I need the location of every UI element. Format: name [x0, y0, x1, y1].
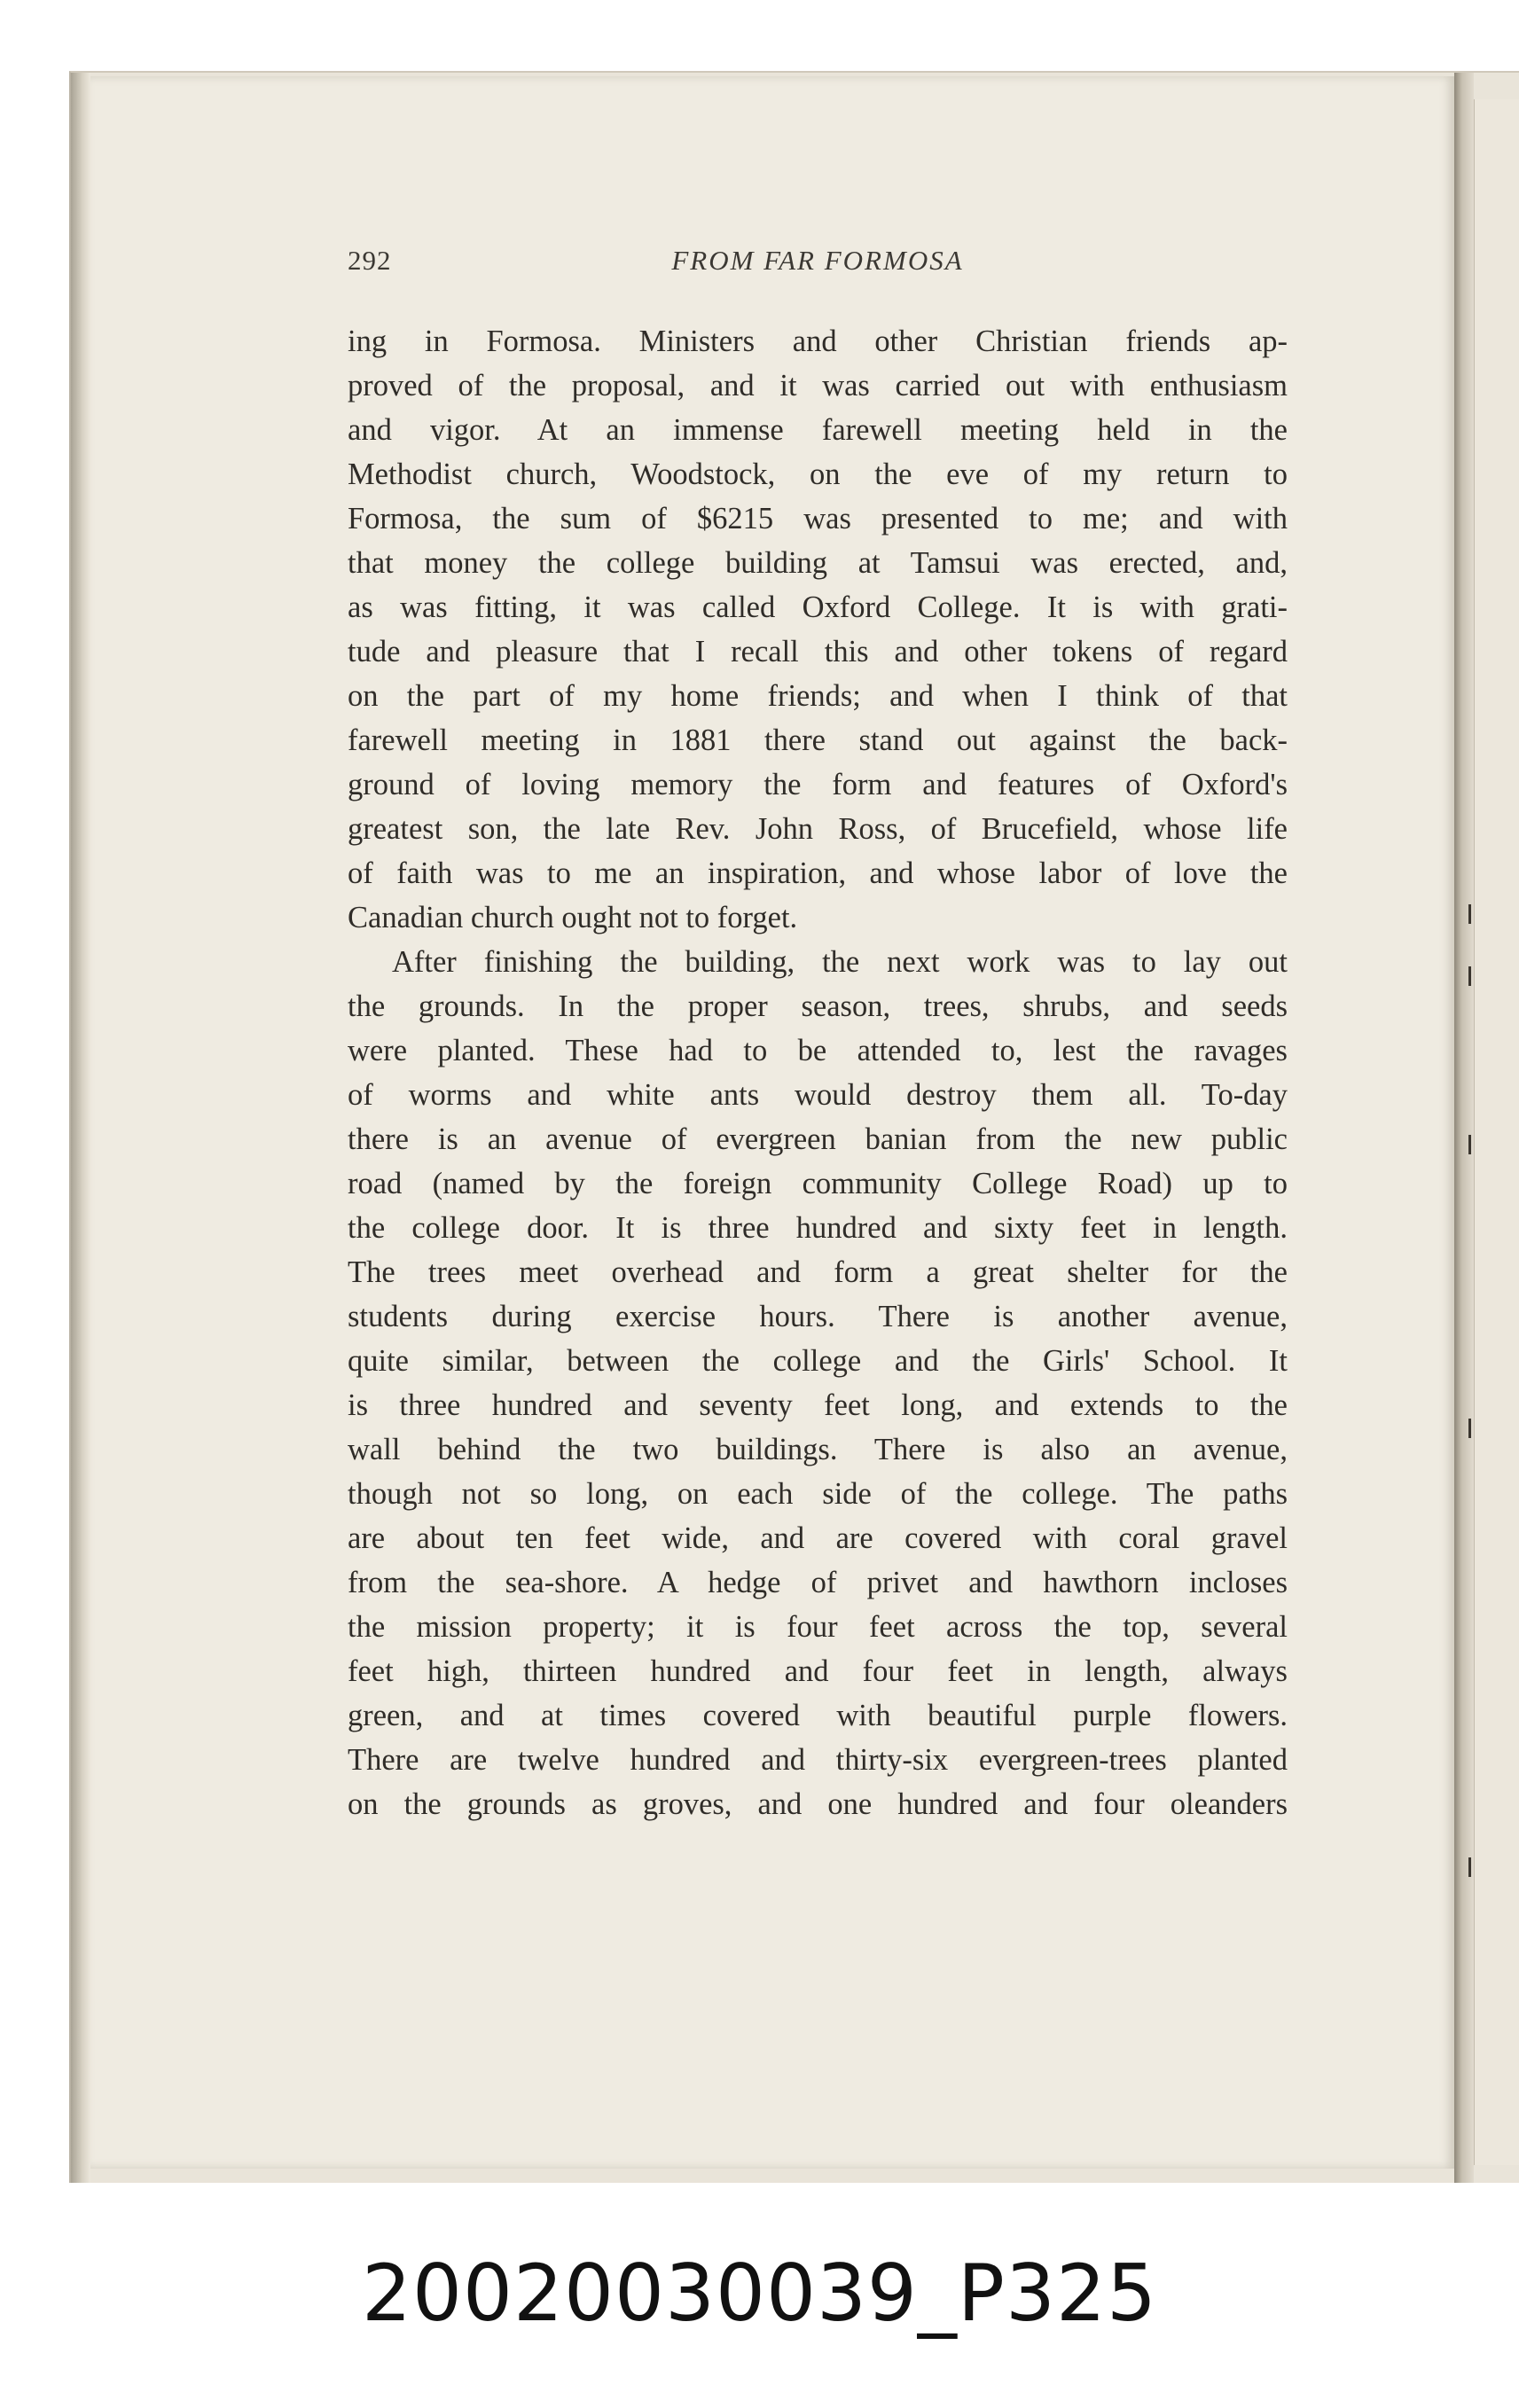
text-line: and vigor. At an immense farewell meeting held in the	[348, 413, 1288, 447]
text-line: were planted. These had to be attended to, lest the ravages	[348, 1034, 1288, 1067]
facing-page-mark	[1468, 1857, 1471, 1877]
text-line: road (named by the foreign community College Road) up to	[348, 1167, 1288, 1200]
catalog-id: 20020030039_P325	[362, 2248, 1157, 2339]
facing-page-edge	[1474, 99, 1519, 2165]
text-line: on the part of my home friends; and when I think of that	[348, 679, 1288, 713]
text-line: the grounds. In the proper season, trees, shrubs, and seeds	[348, 989, 1288, 1023]
page-edge	[71, 73, 90, 2183]
text-line: There are twelve hundred and thirty-six evergreen-trees planted	[348, 1743, 1288, 1777]
text-line: of worms and white ants would destroy them all. To-day	[348, 1078, 1288, 1112]
facing-page-mark	[1468, 966, 1471, 986]
facing-page-mark	[1468, 1419, 1471, 1438]
facing-page-mark	[1468, 904, 1471, 924]
text-line: ground of loving memory the form and features of Oxford's	[348, 768, 1288, 801]
text-line: the mission property; it is four feet across the top, several	[348, 1610, 1288, 1644]
text-line: of faith was to me an inspiration, and whose labor of love the	[348, 856, 1288, 890]
text-line: as was fitting, it was called Oxford College. It is with grati-	[348, 590, 1288, 624]
text-line: farewell meeting in 1881 there stand out against the back-	[348, 723, 1288, 757]
text-line: greatest son, the late Rev. John Ross, of Brucefield, whose life	[348, 812, 1288, 846]
text-line: feet high, thirteen hundred and four feet in length, always	[348, 1654, 1288, 1688]
text-line: on the grounds as groves, and one hundred and four oleanders	[348, 1787, 1288, 1821]
text-line: Formosa, the sum of $6215 was presented to me; and with	[348, 502, 1288, 536]
page-number: 292	[348, 245, 392, 276]
text-line: After finishing the building, the next work was to lay out	[392, 945, 1288, 979]
page-header	[348, 245, 1288, 289]
text-line: the college door. It is three hundred and sixty feet in length.	[348, 1211, 1288, 1245]
text-line: proved of the proposal, and it was carried out with enthusiasm	[348, 369, 1288, 403]
text-line: though not so long, on each side of the college. The paths	[348, 1477, 1288, 1511]
text-line: The trees meet overhead and form a great shelter for the	[348, 1255, 1288, 1289]
text-line: are about ten feet wide, and are covered with coral gravel	[348, 1521, 1288, 1555]
body-text	[348, 319, 1288, 1826]
text-line: Methodist church, Woodstock, on the eve of my return to	[348, 457, 1288, 491]
running-title: FROM FAR FORMOSA	[671, 245, 964, 276]
text-line: quite similar, between the college and the Girls' School. It	[348, 1344, 1288, 1378]
text-line: from the sea-shore. A hedge of privet and hawthorn incloses	[348, 1566, 1288, 1599]
text-line: ing in Formosa. Ministers and other Christian friends ap-	[348, 324, 1288, 358]
text-line: tude and pleasure that I recall this and other tokens of regard	[348, 635, 1288, 668]
facing-page-mark	[1468, 1135, 1471, 1154]
text-line: green, and at times covered with beautiful purple flowers.	[348, 1699, 1288, 1732]
text-line: wall behind the two buildings. There is also an avenue,	[348, 1433, 1288, 1466]
text-line: there is an avenue of evergreen banian from the new public	[348, 1122, 1288, 1156]
text-line: students during exercise hours. There is another avenue,	[348, 1300, 1288, 1333]
text-line: is three hundred and seventy feet long, and extends to the	[348, 1388, 1288, 1422]
text-line: Canadian church ought not to forget.	[348, 901, 798, 934]
text-line: that money the college building at Tamsui was erected, and,	[348, 546, 1288, 580]
